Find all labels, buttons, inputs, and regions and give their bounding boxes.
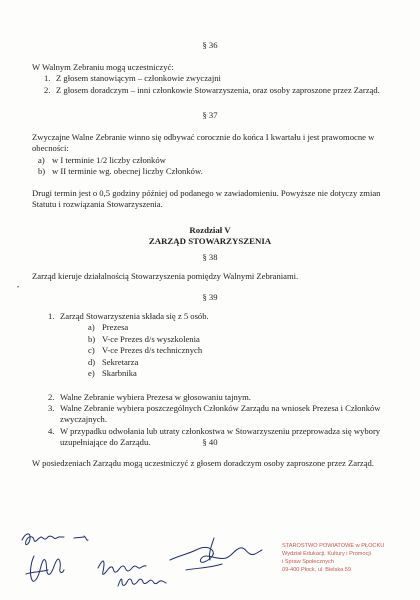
institution-stamp bbox=[282, 542, 412, 574]
list-item: 4. W przypadku odwołania lub utraty członkostwa w Stowarzyszeniu przeprowadza się wybory uzupełniające do Zarządu. bbox=[48, 425, 381, 448]
section-36-intro: W Walnym Zebraniu mogą uczestniczyć: bbox=[32, 62, 174, 72]
chapter-heading bbox=[0, 225, 420, 248]
section-37-note: Drugi termin jest o 0,5 godziny później od podanego w zawiadomieniu. Powyższe nie dotyczy zmian Statutu i rozwiązania Stowarzyszenia. bbox=[32, 187, 381, 210]
board-roles-list bbox=[84, 322, 382, 379]
section-36-list bbox=[38, 73, 382, 96]
signature-stroke bbox=[170, 547, 262, 562]
list-item: 2. Z głosem doradczym – inni członkowie Stowarzyszenia, oraz osoby zaproszone przez Zarząd. bbox=[44, 84, 380, 95]
list-item: a) w I terminie 1/2 liczby członków bbox=[38, 154, 166, 165]
section-39 bbox=[32, 311, 382, 449]
list-item: a) Prezesa bbox=[88, 322, 129, 333]
stamp-line: STAROSTWO POWIATOWE w PŁOCKU bbox=[282, 543, 385, 549]
stamp-line: Wydział Edukacji, Kultury i Promocji bbox=[282, 551, 371, 558]
section-38-sign: § 38 bbox=[202, 252, 218, 262]
section-40-sign: § 40 bbox=[202, 437, 218, 447]
section-38-text: Zarząd kieruje działalnością Stowarzyszenia pomiędzy Walnymi Zebraniami. bbox=[32, 271, 299, 281]
section-36-sign: § 36 bbox=[202, 40, 218, 50]
list-item: 1. Zarząd Stowarzyszenia składa się z 5 osób. bbox=[48, 311, 209, 321]
stamp-line: i Spraw Społecznych bbox=[282, 559, 334, 566]
section-37 bbox=[32, 132, 382, 211]
margin-mark: • bbox=[17, 285, 20, 291]
chapter-title: ZARZĄD STOWARZYSZENIA bbox=[148, 236, 272, 247]
list-item: e) Skarbnika bbox=[88, 368, 137, 379]
signature-stroke bbox=[74, 536, 88, 540]
signature-stroke bbox=[186, 564, 222, 570]
chapter-number: Rozdział V bbox=[189, 225, 231, 235]
signature-stroke bbox=[22, 534, 64, 545]
list-item: b) w II terminie wg. obecnej liczby Członków. bbox=[38, 166, 203, 177]
section-39-list bbox=[42, 311, 382, 322]
list-item: c) V-ce Prezes d/s technicznych bbox=[88, 345, 203, 356]
signature-stroke bbox=[31, 556, 64, 581]
signature-stroke bbox=[26, 570, 48, 574]
list-item: 2. Walne Zebranie wybiera Prezesa w głosowaniu tajnym. bbox=[48, 391, 251, 402]
section-37-sign: § 37 bbox=[202, 110, 218, 120]
list-item: 3. Walne Zebranie wybiera poszczególnych Członków Zarządu na wniosek Prezesa i Członków zwyczajnych. bbox=[48, 402, 381, 425]
list-item: 1. Z głosem stanowiącym – członkowie zwyczajni bbox=[44, 73, 221, 84]
signature-stroke bbox=[118, 579, 166, 586]
list-item: d) Sekretarza bbox=[88, 356, 139, 367]
section-40-text: W posiedzeniach Zarządu mogą uczestniczyć z głosem doradczym osoby zaproszone przez Zarząd. bbox=[32, 458, 375, 468]
section-39-sign: § 39 bbox=[202, 292, 218, 302]
section-36 bbox=[32, 62, 382, 96]
list-item: b) V-ce Prezes d/s wyszkolenia bbox=[88, 333, 200, 344]
section-37-intro: Zwyczajne Walne Zebranie winno się odbywać corocznie do końca I kwartału i jest prawomocne w obecności: bbox=[32, 132, 375, 154]
signature-stroke bbox=[98, 561, 146, 574]
stamp-line: 09-400 Płock, ul. Bielska 59 bbox=[282, 567, 352, 574]
section-37-list bbox=[34, 155, 382, 178]
